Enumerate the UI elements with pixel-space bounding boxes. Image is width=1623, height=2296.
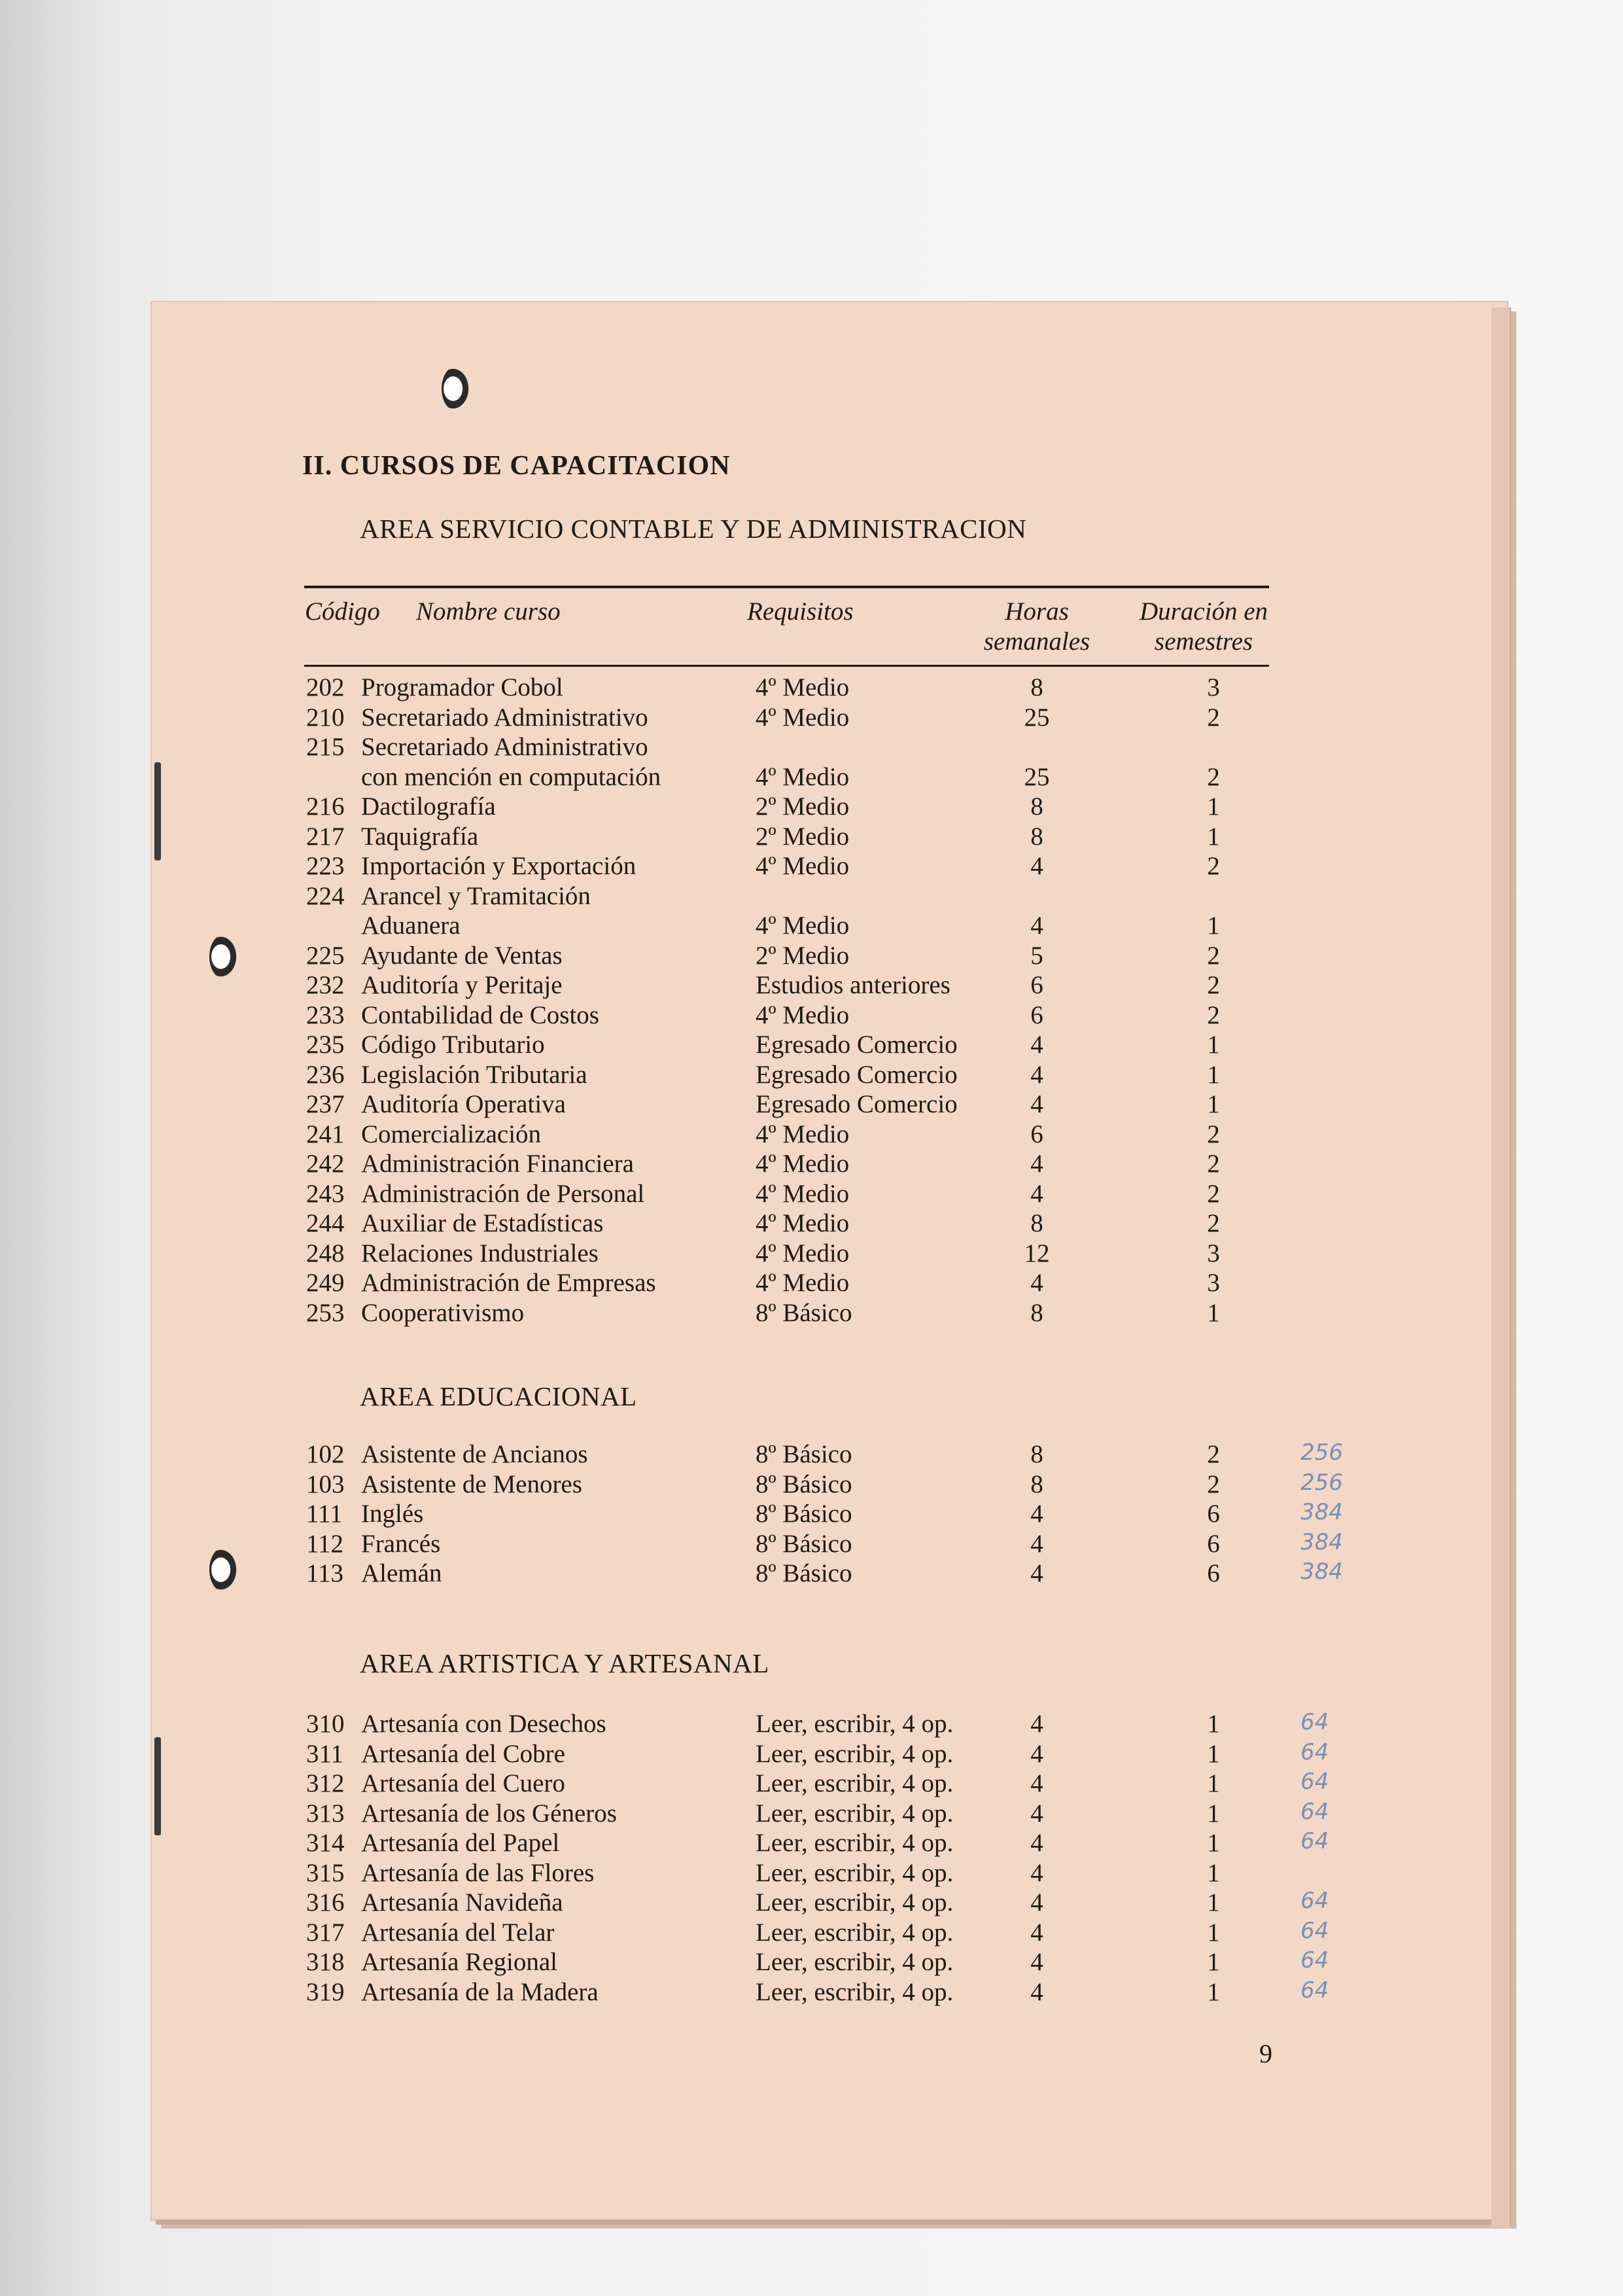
course-name: Artesanía con Desechos (361, 1710, 606, 1738)
course-code: 318 (306, 1948, 345, 1976)
course-name: Artesanía Regional (361, 1948, 557, 1976)
table-row (0, 732, 1623, 762)
course-duration: 2 (1207, 1209, 1220, 1237)
area-title: AREA EDUCACIONAL (360, 1381, 637, 1411)
column-header-code: Código (305, 597, 380, 626)
course-code: 224 (306, 881, 345, 910)
course-hours: 8 (1030, 822, 1043, 851)
course-name: Aduanera (361, 911, 461, 940)
table-row (0, 1239, 1623, 1269)
course-requirements: 4º Medio (756, 911, 850, 940)
course-duration: 6 (1207, 1559, 1220, 1587)
course-hours: 8 (1030, 1209, 1043, 1237)
course-requirements: 2º Medio (756, 822, 850, 851)
course-hours: 25 (1024, 762, 1050, 791)
course-hours: 4 (1030, 1769, 1043, 1797)
table-row (0, 1298, 1623, 1328)
table-row (0, 1799, 1623, 1829)
course-code: 248 (306, 1239, 345, 1267)
course-hours: 4 (1030, 1529, 1043, 1558)
course-name: Artesanía del Papel (361, 1829, 560, 1857)
table-row (0, 1179, 1623, 1209)
table-row (0, 1559, 1623, 1589)
table-row (0, 1977, 1623, 2007)
course-requirements: 4º Medio (756, 762, 850, 791)
course-requirements: 8º Básico (756, 1559, 852, 1587)
column-header-name: Nombre curso (416, 597, 561, 626)
course-hours: 12 (1024, 1239, 1050, 1267)
course-hours: 4 (1030, 1829, 1043, 1857)
table-row (0, 1769, 1623, 1799)
course-requirements: 4º Medio (756, 673, 850, 701)
table-row (0, 1888, 1623, 1918)
course-name: Ayudante de Ventas (361, 941, 563, 970)
table-row (0, 1709, 1623, 1739)
course-hours: 4 (1030, 911, 1043, 940)
handwritten-note: 64 (1300, 1798, 1329, 1825)
course-requirements: 4º Medio (756, 1209, 850, 1237)
course-duration: 2 (1207, 1000, 1220, 1029)
course-code: 310 (306, 1710, 345, 1738)
handwritten-note: 64 (1300, 1739, 1329, 1765)
course-hours: 4 (1030, 1150, 1043, 1178)
table-row (0, 673, 1623, 703)
course-requirements: 4º Medio (756, 852, 850, 880)
table-row (0, 1947, 1623, 1977)
course-name: Auditoría Operativa (361, 1090, 566, 1118)
course-name: Asistente de Ancianos (361, 1440, 588, 1468)
course-code: 103 (306, 1470, 345, 1498)
course-name: Secretariado Administrativo (361, 733, 648, 761)
course-duration: 1 (1207, 1298, 1220, 1327)
course-code: 237 (306, 1090, 345, 1118)
table-row (0, 970, 1623, 1000)
course-duration: 2 (1207, 1150, 1220, 1178)
table-row (0, 941, 1623, 971)
course-duration: 1 (1207, 1918, 1220, 1947)
course-duration: 2 (1207, 1470, 1220, 1498)
course-name: Código Tributario (361, 1031, 545, 1059)
table-row (0, 1470, 1623, 1500)
table-row (0, 1439, 1623, 1470)
course-name: Programador Cobol (361, 673, 563, 701)
course-code: 317 (306, 1918, 345, 1947)
course-code: 111 (306, 1500, 343, 1528)
course-duration: 1 (1207, 1888, 1220, 1916)
table-row (0, 762, 1623, 792)
course-code: 232 (306, 971, 345, 999)
handwritten-note: 384 (1300, 1499, 1343, 1525)
course-duration: 2 (1207, 971, 1220, 999)
course-name: con mención en computación (361, 762, 661, 791)
table-row (0, 1268, 1623, 1298)
course-duration: 2 (1207, 762, 1220, 791)
course-code: 235 (306, 1031, 345, 1059)
course-hours: 8 (1030, 673, 1043, 701)
handwritten-note: 384 (1300, 1559, 1343, 1585)
course-requirements: Egresado Comercio (756, 1031, 958, 1059)
course-hours: 4 (1030, 1500, 1043, 1528)
course-hours: 8 (1030, 1440, 1043, 1468)
course-code: 202 (306, 673, 345, 701)
course-requirements: 4º Medio (756, 1269, 850, 1297)
course-requirements: 2º Medio (756, 792, 850, 821)
course-hours: 6 (1030, 1120, 1043, 1148)
course-hours: 4 (1030, 1858, 1043, 1887)
course-name: Auxiliar de Estadísticas (361, 1209, 604, 1237)
course-code: 314 (306, 1829, 345, 1857)
course-requirements: Leer, escribir, 4 op. (756, 1769, 954, 1797)
course-name: Artesanía Navideña (361, 1888, 563, 1916)
table-row (0, 1030, 1623, 1060)
course-name: Administración de Personal (361, 1179, 645, 1208)
handwritten-note: 64 (1300, 1769, 1329, 1795)
course-name: Administración de Empresas (361, 1269, 656, 1297)
course-name: Artesanía del Cobre (361, 1739, 565, 1768)
course-name: Alemán (361, 1559, 442, 1587)
course-code: 102 (306, 1440, 345, 1468)
course-duration: 2 (1207, 1120, 1220, 1148)
course-hours: 4 (1030, 1977, 1043, 2006)
course-name: Administración Financiera (361, 1150, 634, 1178)
table-row (0, 1529, 1623, 1559)
table-header-rule (304, 665, 1269, 667)
course-code: 242 (306, 1150, 345, 1178)
course-name: Legislación Tributaria (361, 1060, 587, 1089)
course-name: Dactilografía (361, 792, 496, 821)
course-hours: 4 (1030, 1179, 1043, 1208)
column-header-hours-line1: Horas (1005, 597, 1069, 626)
course-duration: 3 (1207, 673, 1220, 701)
handwritten-note: 64 (1300, 1709, 1329, 1735)
table-row (0, 1149, 1623, 1179)
course-duration: 1 (1207, 1948, 1220, 1976)
table-row (0, 1209, 1623, 1239)
course-hours: 8 (1030, 1298, 1043, 1327)
course-duration: 1 (1207, 1858, 1220, 1887)
course-duration: 1 (1207, 792, 1220, 821)
course-requirements: Leer, escribir, 4 op. (756, 1799, 954, 1828)
table-row (0, 1918, 1623, 1948)
handwritten-note: 384 (1300, 1528, 1343, 1555)
course-duration: 2 (1207, 941, 1220, 970)
course-requirements: Leer, escribir, 4 op. (756, 1739, 954, 1768)
table-row (0, 822, 1623, 852)
course-code: 225 (306, 941, 345, 970)
course-requirements: Leer, escribir, 4 op. (756, 1977, 954, 2006)
course-hours: 4 (1030, 1269, 1043, 1297)
table-top-rule (304, 586, 1269, 588)
course-code: 215 (306, 733, 345, 761)
handwritten-note: 256 (1300, 1469, 1343, 1496)
table-row (0, 851, 1623, 881)
course-hours: 25 (1024, 703, 1050, 732)
course-hours: 6 (1030, 1000, 1043, 1029)
table-row (0, 1499, 1623, 1529)
course-hours: 4 (1030, 852, 1043, 880)
page-number: 9 (1259, 2039, 1272, 2068)
course-name: Relaciones Industriales (361, 1239, 599, 1267)
course-code: 241 (306, 1120, 345, 1148)
course-code: 313 (306, 1799, 345, 1828)
table-row (0, 881, 1623, 911)
course-hours: 5 (1030, 941, 1043, 970)
course-requirements: Leer, escribir, 4 op. (756, 1858, 954, 1887)
course-hours: 8 (1030, 1470, 1043, 1498)
handwritten-note: 64 (1300, 1977, 1329, 2004)
course-name: Artesanía de los Géneros (361, 1799, 617, 1828)
course-requirements: 4º Medio (756, 1000, 850, 1029)
course-duration: 2 (1207, 1440, 1220, 1468)
handwritten-note: 64 (1300, 1828, 1329, 1854)
course-duration: 1 (1207, 1769, 1220, 1797)
course-code: 236 (306, 1060, 345, 1089)
column-header-requirements: Requisitos (747, 597, 854, 626)
course-requirements: 4º Medio (756, 703, 850, 732)
course-requirements: 8º Básico (756, 1298, 852, 1327)
handwritten-note: 64 (1300, 1917, 1329, 1944)
column-header-duration-line2: semestres (1154, 627, 1253, 656)
course-code: 311 (306, 1739, 344, 1768)
course-duration: 3 (1207, 1239, 1220, 1267)
course-code: 243 (306, 1179, 345, 1208)
course-requirements: Egresado Comercio (756, 1090, 958, 1118)
section-title: II. CURSOS DE CAPACITACION (302, 451, 731, 481)
course-duration: 1 (1207, 1090, 1220, 1118)
course-name: Contabilidad de Costos (361, 1000, 599, 1029)
area-title: AREA ARTISTICA Y ARTESANAL (360, 1648, 769, 1678)
course-name: Artesanía del Telar (361, 1918, 555, 1947)
course-name: Taquigrafía (361, 822, 479, 851)
course-duration: 1 (1207, 822, 1220, 851)
course-requirements: 8º Básico (756, 1470, 852, 1498)
course-duration: 6 (1207, 1500, 1220, 1528)
course-code: 223 (306, 852, 345, 880)
column-header-hours-line2: semanales (983, 627, 1091, 656)
course-requirements: 4º Medio (756, 1239, 850, 1267)
course-requirements: Leer, escribir, 4 op. (756, 1829, 954, 1857)
course-code: 312 (306, 1769, 345, 1797)
course-name: Cooperativismo (361, 1298, 525, 1327)
course-name: Comercialización (361, 1120, 542, 1148)
table-row (0, 1000, 1623, 1031)
course-name: Secretariado Administrativo (361, 703, 648, 732)
course-hours: 4 (1030, 1799, 1043, 1828)
course-requirements: Leer, escribir, 4 op. (756, 1948, 954, 1976)
course-hours: 4 (1030, 1090, 1043, 1118)
table-row (0, 1739, 1623, 1769)
table-row (0, 1089, 1623, 1120)
course-name: Importación y Exportación (361, 852, 637, 880)
course-requirements: Leer, escribir, 4 op. (756, 1710, 954, 1738)
course-duration: 2 (1207, 852, 1220, 880)
course-code: 244 (306, 1209, 345, 1237)
course-requirements: Egresado Comercio (756, 1060, 958, 1089)
course-hours: 4 (1030, 1060, 1043, 1089)
course-code: 253 (306, 1298, 345, 1327)
course-duration: 1 (1207, 911, 1220, 940)
table-row (0, 1060, 1623, 1090)
course-requirements: Estudios anteriores (756, 971, 951, 999)
course-duration: 1 (1207, 1060, 1220, 1089)
course-code: 319 (306, 1977, 345, 2006)
course-name: Inglés (361, 1500, 424, 1528)
course-requirements: Leer, escribir, 4 op. (756, 1888, 954, 1916)
table-row (0, 703, 1623, 733)
course-duration: 6 (1207, 1529, 1220, 1558)
course-requirements: 8º Básico (756, 1440, 852, 1468)
course-requirements: 8º Básico (756, 1529, 852, 1558)
course-code: 233 (306, 1000, 345, 1029)
course-requirements: 4º Medio (756, 1120, 850, 1148)
table-row (0, 792, 1623, 822)
punch-hole-top (442, 366, 470, 411)
course-hours: 4 (1030, 1031, 1043, 1059)
course-hours: 4 (1030, 1739, 1043, 1768)
course-name: Artesanía de las Flores (361, 1858, 595, 1887)
column-header-duration-line1: Duración en (1139, 597, 1268, 626)
table-row (0, 911, 1623, 941)
course-duration: 1 (1207, 1710, 1220, 1738)
course-code: 216 (306, 792, 345, 821)
course-code: 210 (306, 703, 345, 732)
handwritten-note: 64 (1300, 1947, 1329, 1973)
course-requirements: Leer, escribir, 4 op. (756, 1918, 954, 1947)
course-name: Arancel y Tramitación (361, 881, 591, 910)
course-duration: 1 (1207, 1829, 1220, 1857)
course-hours: 4 (1030, 1948, 1043, 1976)
course-code: 316 (306, 1888, 345, 1916)
course-hours: 6 (1030, 971, 1043, 999)
course-code: 315 (306, 1858, 345, 1887)
course-name: Artesanía de la Madera (361, 1977, 599, 2006)
course-requirements: 4º Medio (756, 1179, 850, 1208)
course-code: 113 (306, 1559, 344, 1587)
course-duration: 1 (1207, 1977, 1220, 2006)
course-duration: 2 (1207, 1179, 1220, 1208)
course-name: Auditoría y Peritaje (361, 971, 563, 999)
course-duration: 3 (1207, 1269, 1220, 1297)
course-duration: 2 (1207, 703, 1220, 732)
table-row (0, 1828, 1623, 1858)
course-duration: 1 (1207, 1031, 1220, 1059)
course-duration: 1 (1207, 1739, 1220, 1768)
course-hours: 8 (1030, 792, 1043, 821)
course-requirements: 4º Medio (756, 1150, 850, 1178)
course-hours: 4 (1030, 1918, 1043, 1947)
handwritten-note: 256 (1300, 1439, 1343, 1466)
course-requirements: 2º Medio (756, 941, 850, 970)
course-hours: 4 (1030, 1888, 1043, 1916)
area-title: AREA SERVICIO CONTABLE Y DE ADMINISTRACION (360, 514, 1027, 544)
course-code: 217 (306, 822, 345, 851)
course-code: 249 (306, 1269, 345, 1297)
course-requirements: 8º Básico (756, 1500, 852, 1528)
course-code: 112 (306, 1529, 344, 1558)
table-row (0, 1120, 1623, 1150)
course-name: Asistente de Menores (361, 1470, 582, 1498)
course-name: Francés (361, 1529, 441, 1558)
course-hours: 4 (1030, 1710, 1043, 1738)
table-row (0, 1858, 1623, 1888)
course-duration: 1 (1207, 1799, 1220, 1828)
course-name: Artesanía del Cuero (361, 1769, 565, 1797)
handwritten-note: 64 (1300, 1888, 1329, 1914)
course-hours: 4 (1030, 1559, 1043, 1587)
